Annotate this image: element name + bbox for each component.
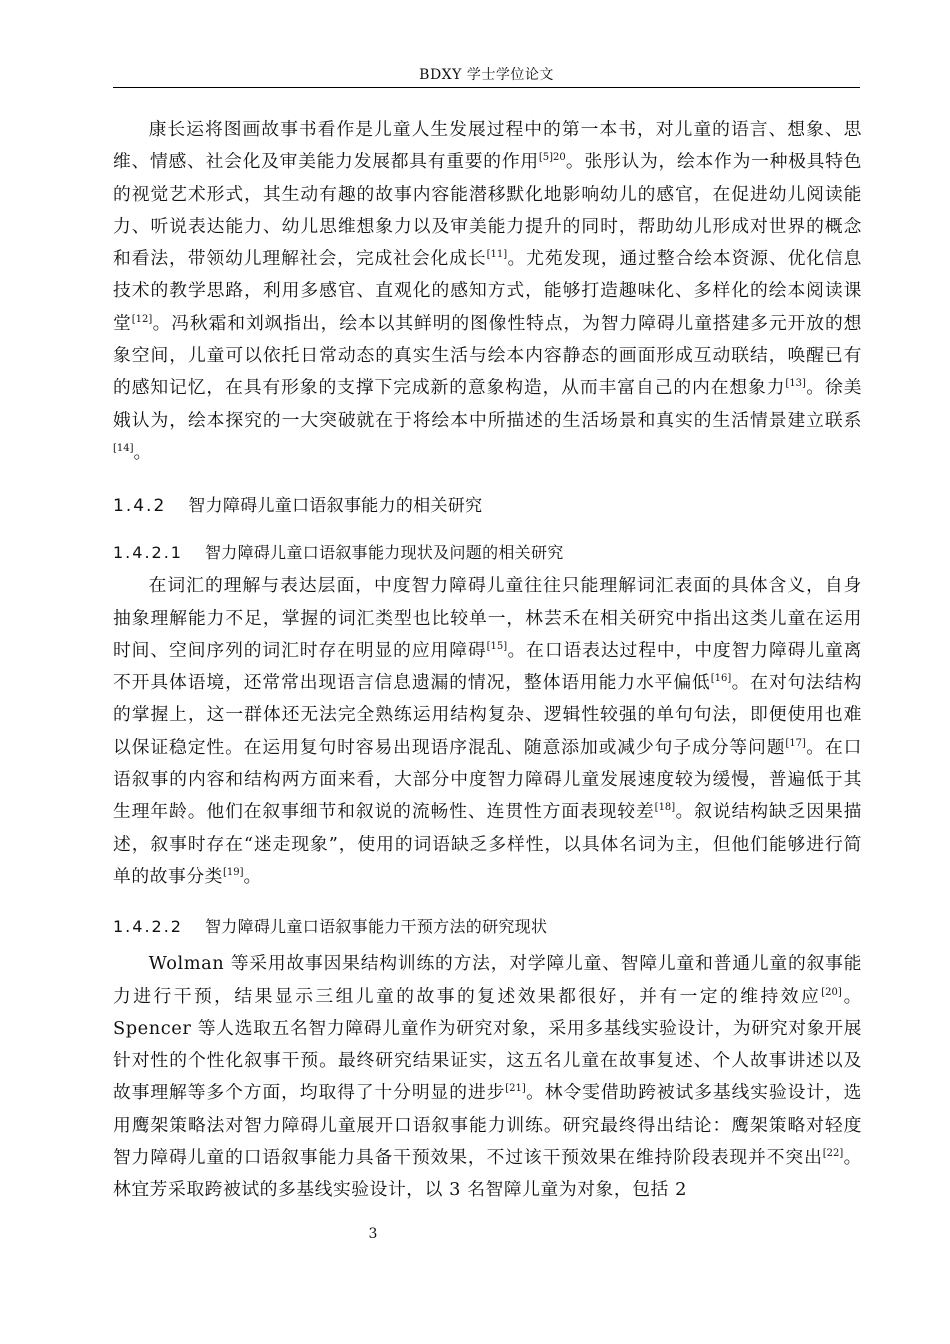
citation: [13] — [785, 378, 806, 390]
citation: [21] — [505, 1083, 526, 1095]
section-heading-1-4-2-2 — [113, 912, 862, 942]
text-run: 。在对句法结构的掌握上，这一群体还无法完全熟练运用结构复杂、逻辑性较强的单句句法，即便使用也难以保证稳定性。在运用复句时容易出现语序混乱、随意添加或减少句子成分等问题 — [113, 672, 862, 758]
text-run: 。 — [243, 865, 262, 887]
section-title: 智力障碍儿童口语叙事能力现状及问题的相关研究 — [204, 543, 564, 563]
section-number: 1.4.2.2 — [113, 917, 183, 937]
text-run: 。张彤认为，绘本作为一种极具特色的视觉艺术形式，其生动有趣的故事内容能潜移默化地影响幼儿的感官，在促进幼儿阅读能力、听说表达能力、幼儿思维想象力以及审美能力提升的同时，帮助幼儿形成对世界的概念和看法，带领幼儿理解社会，完成社会化成长 — [113, 151, 862, 270]
section-heading-1-4-2-1 — [113, 538, 862, 568]
text-run: 。叙说结构缺乏因果描述，叙事时存在“迷走现象”，使用的词语缺乏多样性，以具体名词为主，但他们能够进行简单的故事分类 — [113, 801, 862, 887]
section-number: 1.4.2 — [113, 496, 167, 517]
citation: [15] — [486, 640, 508, 652]
paragraph-picture-book-review — [113, 114, 862, 469]
running-header: BDXY 学士学位论文 — [419, 67, 554, 83]
text-run: 。在口语表达过程中，中度智力障碍儿童离不开具体语境，还常常出现语言信息遗漏的情况，整体语用能力水平偏低 — [113, 639, 862, 694]
header-rule — [113, 87, 860, 88]
citation: [12] — [131, 313, 153, 325]
text-run: 。徐美娥认为，绘本探究的一大突破就在于将绘本中所描述的生活场景和真实的生活情景建立联系 — [113, 377, 862, 431]
citation: [20] — [821, 986, 842, 998]
text-run: 。冯秋霜和刘飒指出，绘本以其鲜明的图像性特点，为智力障碍儿童搭建多元开放的想象空间，儿童可以依托日常动态的真实生活与绘本内容静态的画面形成互动联结，唤醒已有的感知记忆，在具有形象的支撑下完成新的意象构造，从而丰富自己的内在想象力 — [113, 312, 862, 399]
citation: [22] — [822, 1148, 844, 1160]
section-heading-1-4-2 — [113, 491, 862, 521]
body-content — [113, 114, 862, 1207]
text-run: 。 — [133, 441, 152, 463]
text-run: 。尤苑发现，通过整合绘本资源、优化信息技术的教学思路，利用多感官、直观化的感知方式，能够打造趣味化、多样化的绘本阅读课堂 — [113, 248, 862, 334]
paragraph-narrative-status — [113, 570, 862, 893]
citation: [16] — [710, 673, 732, 685]
citation: [17] — [785, 737, 806, 749]
text-run: 。Spencer 等人选取五名智力障碍儿童作为研究对象，采用多基线实验设计，为研究对象开展针对性的个性化叙事干预。最终研究结果证实，这五名儿童在故事复述、个人故事讲述以及故事理解等多个方面，均取得了十分明显的进步 — [113, 985, 862, 1104]
citation: [11] — [486, 249, 508, 261]
section-title: 智力障碍儿童口语叙事能力的相关研究 — [188, 496, 483, 517]
citation: [14] — [113, 442, 134, 454]
section-title: 智力障碍儿童口语叙事能力干预方法的研究现状 — [204, 917, 548, 937]
text-run: 。在口语叙事的内容和结构两方面来看，大部分中度智力障碍儿童发展速度较为缓慢，普遍低于其生理年龄。他们在叙事细节和叙说的流畅性、连贯性方面表现较差 — [113, 736, 862, 823]
text-run: 在词汇的理解与表达层面，中度智力障碍儿童往往只能理解词汇表面的具体含义，自身抽象理解能力不足，掌握的词汇类型也比较单一，林芸禾在相关研究中指出这类儿童在运用时间、空间序列的词汇时存在明显的应用障碍 — [113, 575, 862, 661]
text-run: 。林令雯借助跨被试多基线实验设计，选用鹰架策略法对智力障碍儿童展开口语叙事能力训练。研究最终得出结论：鹰架策略对轻度智力障碍儿童的口语叙事能力具备干预效果，不过该干预效果在维持阶段表现并不突出 — [113, 1082, 862, 1169]
citation: [18] — [654, 802, 676, 814]
paragraph-intervention-methods — [113, 948, 862, 1206]
citation: [5]20 — [538, 152, 566, 164]
text-run: Wolman 等采用故事因果结构训练的方法，对学障儿童、智障儿童和普通儿童的叙事能力进行干预，结果显示三组儿童的故事的复述效果都很好，并有一定的维持效应 — [113, 953, 862, 1007]
text-run: 。林宜芳采取跨被试的多基线实验设计，以 3 名智障儿童为对象，包括 2 — [113, 1147, 862, 1201]
citation: [19] — [223, 866, 244, 878]
text-run: 康长运将图画故事书看作是儿童人生发展过程中的第一本书，对儿童的语言、想象、思维、情感、社会化及审美能力发展都具有重要的作用 — [113, 119, 862, 173]
page-number: 3 — [368, 1226, 378, 1242]
section-number: 1.4.2.1 — [113, 543, 183, 563]
